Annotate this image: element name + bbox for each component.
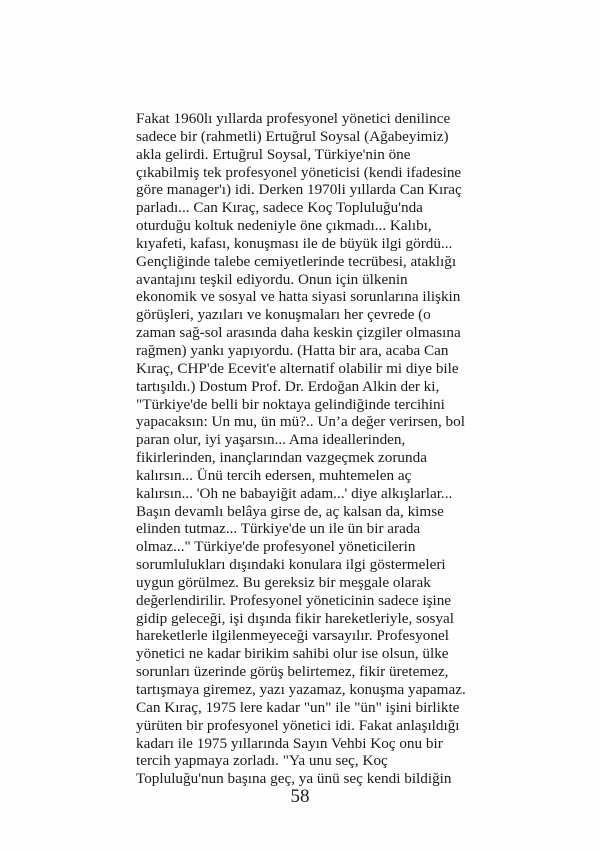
text-line: Fakat 1960lı yıllarda profesyonel yönetici denilince: [136, 110, 451, 127]
text-line: Can Kıraç, 1975 lere kadar "un" ile "ün" işini birlikte: [136, 698, 460, 716]
text-line: kalırsın... Ünü tercih edersen, muhtemelen aç: [136, 466, 412, 484]
text-line: sadece bir (rahmetli) Ertuğrul Soysal (Ağabeyimiz): [136, 127, 449, 145]
text-line: görüşleri, yazıları ve konuşmaları her çevrede (o: [136, 306, 431, 324]
text-line: kadarı ile 1975 yıllarında Sayın Vehbi Koç onu bir: [136, 734, 443, 752]
text-line: gidip geleceği, işi dışında fikir hareketleriyle, sosyal: [136, 609, 455, 627]
text-line: yönetici ne kadar birikim sahibi olur ise olsun, ülke: [136, 645, 449, 663]
text-line: avantajını teşkil ediyordu. Onun için ülkenin: [136, 270, 408, 288]
text-line: uygun görülmez. Bu gereksiz bir meşgale olarak: [136, 573, 431, 591]
text-line: Topluluğu'nun başına geç, ya ünü seç kendi bildiğin: [136, 770, 452, 788]
text-line: elinden tutmaz... Türkiye'de un ile ün bir arada: [136, 520, 421, 538]
page-number: 58: [290, 786, 310, 807]
text-line: Başın devamlı belâya girse de, aç kalsan da, kimse: [136, 502, 444, 520]
text-line: rağmen) yankı yapıyordu. (Hatta bir ara, acaba Can: [136, 341, 449, 359]
text-line: değerlendirilir. Profesyonel yöneticinin sadece işine: [136, 591, 452, 609]
text-line: fikirlerinden, inançlarından vazgeçmek zorunda: [136, 449, 427, 467]
body-text: [136, 110, 476, 788]
text-line: sorunları üzerinde görüş belirtemez, fikir üretemez,: [136, 663, 449, 681]
text-line: akla gelirdi. Ertuğrul Soysal, Türkiye'nin öne: [136, 145, 411, 163]
text-line: Gençliğinde talebe cemiyetlerinde tecrübesi, ataklığı: [136, 252, 457, 270]
text-line: yürüten bir profesyonel yönetici idi. Fakat anlaşıldığı: [136, 716, 460, 734]
text-line: tartışıldı.) Dostum Prof. Dr. Erdoğan Alkin der ki,: [136, 377, 440, 395]
text-line: ekonomik ve sosyal ve hatta siyasi sorunlarına ilişkin: [136, 288, 461, 306]
text-line: sorumlulukları dışındaki konulara ilgi göstermeleri: [136, 556, 446, 574]
text-line: "Türkiye'de belli bir noktaya gelindiğinde tercihini: [136, 395, 445, 413]
text-line: tartışmaya giremez, yazı yazamaz, konuşma yapamaz.: [136, 681, 466, 698]
text-line: Kıraç, CHP'de Ecevit'e alternatif olabilir mi diye bile: [136, 359, 459, 377]
text-line: göre manager'ı) idi. Derken 1970li yıllarda Can Kıraç: [136, 181, 462, 199]
text-line: olmaz..." Türkiye'de profesyonel yöneticilerin: [136, 538, 416, 556]
text-line: zaman sağ-sol arasında daha keskin çizgiler olmasına: [136, 324, 461, 342]
text-line: kıyafeti, kafası, konuşması ile de büyük ilgi gördü...: [136, 234, 453, 252]
text-line: parladı... Can Kıraç, sadece Koç Topluluğu'nda: [136, 199, 423, 217]
text-line: tercih yapmaya zorladı. "Ya unu seç, Koç: [136, 752, 388, 770]
text-line: oturduğu koltuk nedeniyle öne çıkmadı... Kalıbı,: [136, 217, 432, 235]
text-line: çıkabilmiş tek profesyonel yöneticisi (kendi ifadesine: [136, 163, 462, 181]
text-line: paran olur, iyi yaşarsın... Ama ideallerinden,: [136, 431, 406, 449]
text-line: kalırsın... 'Oh ne babayiğit adam...' diye alkışlarlar...: [136, 484, 453, 502]
text-line: hareketlerle ilgilenmeyeceği varsayılır. Profesyonel: [136, 627, 449, 645]
text-line: yapacaksın: Un mu, ün mü?.. Un’a değer verirsen, bol: [136, 413, 465, 431]
